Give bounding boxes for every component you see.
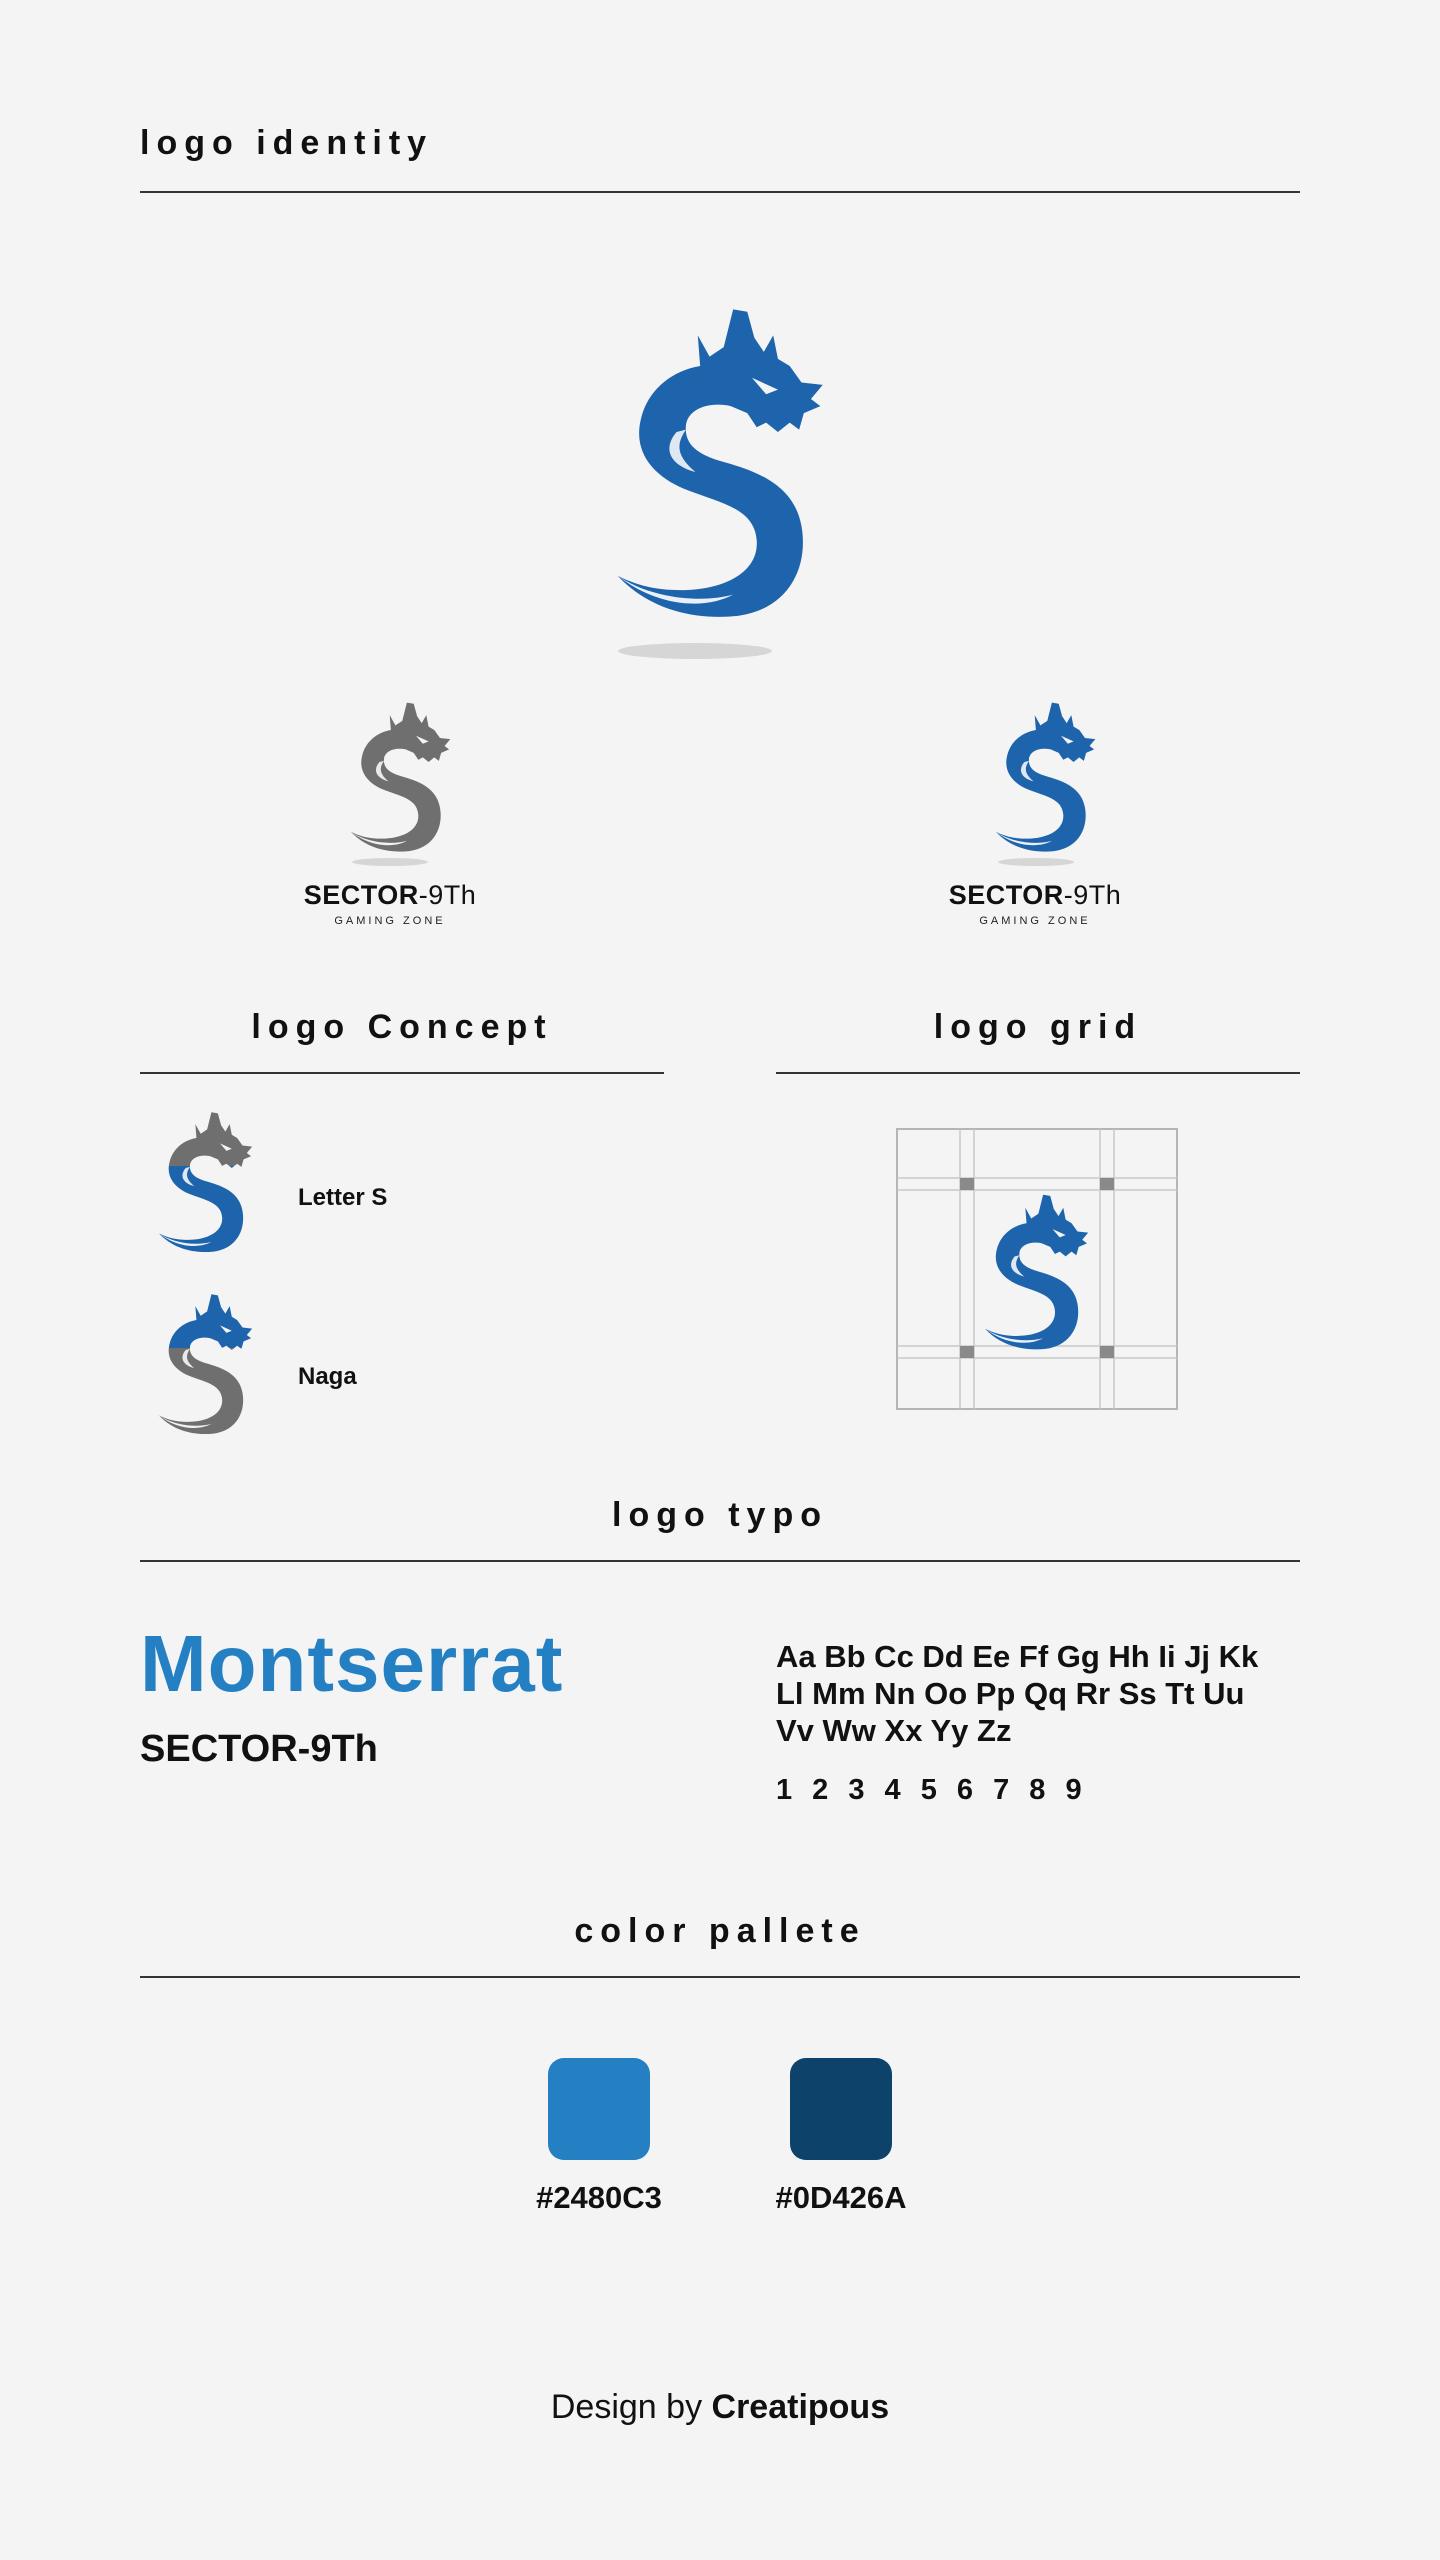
logo-shadow	[352, 858, 428, 866]
font-sample-text: SECTOR-9Th	[140, 1728, 378, 1770]
alphabet-line: Aa Bb Cc Dd Ee Ff Gg Hh Ii Jj Kk	[776, 1639, 1259, 1674]
logo-variant-blue	[980, 698, 1110, 858]
color-hex-secondary: #0D426A	[775, 2180, 907, 2215]
color-swatch-secondary	[790, 2058, 892, 2160]
wordmark-brand-bold: SECTOR	[948, 880, 1064, 910]
dragon-logo-icon	[140, 1108, 270, 1258]
font-name: Montserrat	[140, 1619, 564, 1708]
dragon-logo-icon	[980, 698, 1110, 858]
dragon-logo-icon	[140, 1290, 270, 1440]
concept-item-naga	[140, 1290, 270, 1440]
section-divider	[140, 1560, 1300, 1562]
section-divider	[776, 1072, 1300, 1074]
wordmark-brand-light: -9Th	[418, 880, 477, 910]
logo-variant-gray	[335, 698, 465, 858]
section-title-typo: logo typo	[612, 1496, 828, 1534]
dragon-logo-icon	[335, 698, 465, 858]
credit-prefix: Design by	[550, 2388, 712, 2426]
alphabet-line: Vv Ww Xx Yy Zz	[776, 1713, 1012, 1748]
dragon-logo-icon	[586, 300, 852, 630]
grid-lines	[896, 1128, 1178, 1410]
color-swatch-primary	[548, 2058, 650, 2160]
wordmark-brand-light: -9Th	[1063, 880, 1122, 910]
logo-shadow	[998, 858, 1074, 866]
wordmark-blue	[885, 880, 1185, 927]
wordmark-tagline: GAMING ZONE	[334, 915, 446, 927]
alphabet-specimen	[776, 1638, 1316, 1749]
concept-item-letter-s	[140, 1108, 270, 1258]
logo-grid-diagram	[896, 1128, 1178, 1410]
section-divider	[140, 1072, 664, 1074]
section-title-palette: color pallete	[574, 1912, 866, 1950]
main-logo	[586, 300, 852, 630]
section-divider	[140, 191, 1300, 193]
color-hex-primary: #2480C3	[536, 2180, 662, 2215]
section-title-identity: logo identity	[140, 124, 434, 162]
credit-author: Creatipous	[711, 2388, 890, 2426]
section-title-grid: logo grid	[933, 1008, 1143, 1046]
wordmark-brand-bold: SECTOR	[303, 880, 419, 910]
wordmark-gray	[240, 880, 540, 927]
concept-label-naga: Naga	[298, 1363, 357, 1390]
wordmark-tagline: GAMING ZONE	[979, 915, 1091, 927]
alphabet-line: Ll Mm Nn Oo Pp Qq Rr Ss Tt Uu	[776, 1676, 1245, 1711]
digits-specimen: 1 2 3 4 5 6 7 8 9	[776, 1774, 1088, 1806]
logo-shadow	[618, 643, 772, 659]
section-divider	[140, 1976, 1300, 1978]
concept-label-letter-s: Letter S	[298, 1184, 388, 1211]
section-title-concept: logo Concept	[251, 1008, 553, 1046]
design-credit	[0, 2388, 1440, 2427]
